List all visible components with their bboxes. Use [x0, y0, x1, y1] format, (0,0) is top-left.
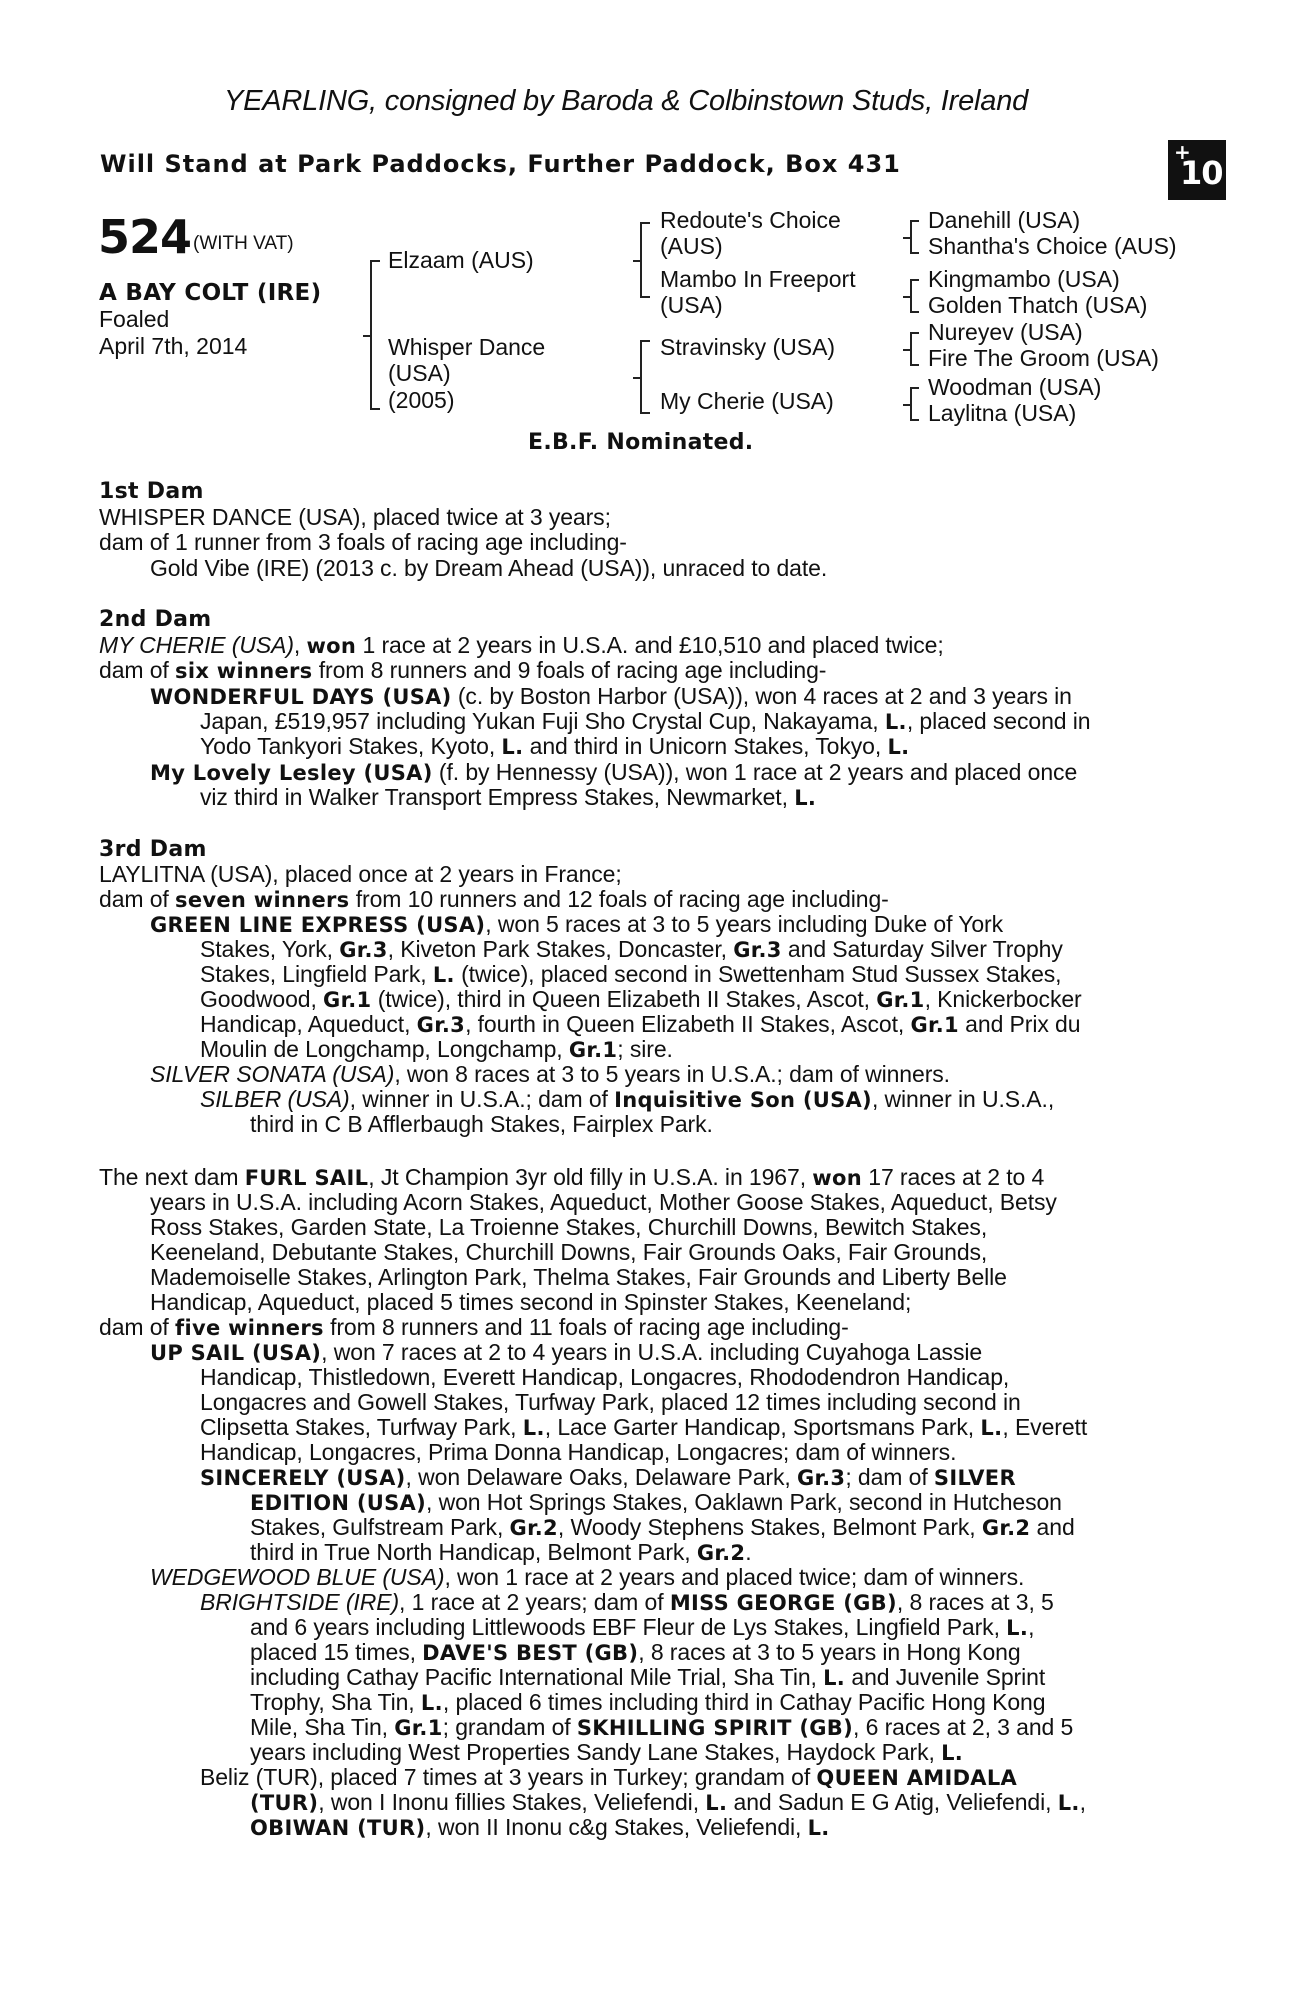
third-dam-line: Moulin de Longchamp, Longchamp, Gr.1; sire. [200, 1036, 673, 1062]
next-dam-line: Longacres and Gowell Stakes, Turfway Park, placed 12 times including second in [200, 1389, 1021, 1415]
next-dam-line: Stakes, Gulfstream Park, Gr.2, Woody Stephens Stakes, Belmont Park, Gr.2 and [250, 1514, 1075, 1540]
next-dam-line: BRIGHTSIDE (IRE), 1 race at 2 years; dam of MISS GEORGE (GB), 8 races at 3, 5 [200, 1589, 1054, 1615]
ebf-nominated: E.B.F. Nominated. [528, 430, 754, 455]
grandparent-2: Shantha's Choice (AUS) [928, 233, 1177, 259]
second-dam-line: My Lovely Lesley (USA) (f. by Hennessy (USA)), won 1 race at 2 years and placed once [150, 759, 1078, 785]
next-dam-line: WEDGEWOOD BLUE (USA), won 1 race at 2 years and placed twice; dam of winners. [150, 1564, 1025, 1590]
next-dam-line: UP SAIL (USA), won 7 races at 2 to 4 years in U.S.A. including Cuyahoga Lassie [150, 1339, 983, 1365]
next-dam-line: dam of five winners from 8 runners and 11 foals of racing age including- [99, 1314, 849, 1340]
first-dam-line: dam of 1 runner from 3 foals of racing age including- [99, 529, 627, 555]
dam-origin: (USA) [388, 360, 451, 386]
third-dam-line: SILVER SONATA (USA), won 8 races at 3 to 5 years in U.S.A.; dam of winners. [150, 1061, 950, 1087]
third-dam-line: LAYLITNA (USA), placed once at 2 years in France; [99, 861, 622, 887]
sire-sire-origin: (AUS) [660, 233, 723, 259]
third-dam-line: Stakes, Lingfield Park, L. (twice), placed second in Swettenham Stud Sussex Stakes, [200, 961, 1062, 987]
next-dam-line: Keeneland, Debutante Stakes, Churchill Downs, Fair Grounds Oaks, Fair Grounds, [150, 1239, 988, 1265]
grandparent-brace-3 [910, 332, 919, 366]
second-dam-line: MY CHERIE (USA), won 1 race at 2 years in U.S.A. and £10,510 and placed twice; [99, 632, 944, 658]
dam-year: (2005) [388, 387, 455, 413]
second-dam-line: viz third in Walker Transport Empress Stakes, Newmarket, L. [200, 784, 817, 810]
page-title: YEARLING, consigned by Baroda & Colbinstown Studs, Ireland [224, 85, 1029, 117]
grandparent-3: Kingmambo (USA) [928, 266, 1120, 292]
dam-name: Whisper Dance [388, 334, 546, 360]
sire-dam: Mambo In Freeport [660, 266, 856, 292]
third-dam-line: SILBER (USA), winner in U.S.A.; dam of Inquisitive Son (USA), winner in U.S.A., [200, 1086, 1055, 1112]
next-dam-line: Handicap, Aqueduct, placed 5 times second in Spinster Stakes, Keeneland; [150, 1289, 912, 1315]
dam-dam: My Cherie (USA) [660, 388, 834, 414]
next-dam-line: including Cathay Pacific International Mile Trial, Sha Tin, L. and Juvenile Sprint [250, 1664, 1046, 1690]
badge [1168, 140, 1226, 200]
second-dam-line: Yodo Tankyori Stakes, Kyoto, L. and third in Unicorn Stakes, Tokyo, L. [200, 733, 910, 759]
first-dam-heading: 1st Dam [99, 479, 204, 504]
third-dam-line: Handicap, Aqueduct, Gr.3, fourth in Queen Elizabeth II Stakes, Ascot, Gr.1 and Prix du [200, 1011, 1081, 1037]
badge-plus: + [1174, 140, 1191, 164]
second-dam-line: WONDERFUL DAYS (USA) (c. by Boston Harbor (USA)), won 4 races at 2 and 3 years in [150, 683, 1072, 709]
next-dam-line: and 6 years including Littlewoods EBF Fleur de Lys Stakes, Lingfield Park, L., [250, 1614, 1035, 1640]
grandparent-4: Golden Thatch (USA) [928, 292, 1148, 318]
next-dam-line: years including West Properties Sandy Lane Stakes, Haydock Park, L. [250, 1739, 964, 1765]
next-dam-line: third in True North Handicap, Belmont Park, Gr.2. [250, 1539, 752, 1565]
next-dam-line: Handicap, Thistledown, Everett Handicap, Longacres, Rhododendron Handicap, [200, 1364, 1010, 1390]
next-dam-line: Mile, Sha Tin, Gr.1; grandam of SKHILLING SPIRIT (GB), 6 races at 2, 3 and 5 [250, 1714, 1074, 1740]
sire-sire: Redoute's Choice [660, 207, 841, 233]
next-dam-line: (TUR), won I Inonu fillies Stakes, Veliefendi, L. and Sadun E G Atig, Veliefendi, L., [250, 1789, 1086, 1815]
vat-label: (WITH VAT) [193, 233, 294, 254]
next-dam-line: OBIWAN (TUR), won II Inonu c&g Stakes, Veliefendi, L. [250, 1814, 830, 1840]
grandparent-brace-4 [910, 387, 919, 421]
grandparent-1: Danehill (USA) [928, 207, 1081, 233]
third-dam-line: dam of seven winners from 10 runners and 12 foals of racing age including- [99, 886, 889, 912]
third-dam-line: Stakes, York, Gr.3, Kiveton Park Stakes, Doncaster, Gr.3 and Saturday Silver Trophy [200, 936, 1063, 962]
sire-dam-origin: (USA) [660, 292, 723, 318]
next-dam-line: SINCERELY (USA), won Delaware Oaks, Delaware Park, Gr.3; dam of SILVER [200, 1464, 1016, 1490]
grandparent-brace-1 [910, 220, 919, 254]
second-dam-line: dam of six winners from 8 runners and 9 foals of racing age including- [99, 657, 827, 683]
third-dam-heading: 3rd Dam [99, 837, 207, 862]
sire: Elzaam (AUS) [388, 247, 534, 273]
second-dam-line: Japan, £519,957 including Yukan Fuji Sho Crystal Cup, Nakayama, L., placed second in [200, 708, 1091, 734]
stand-location: Will Stand at Park Paddocks, Further Paddock, Box 431 [100, 150, 901, 178]
pedigree-brace-main [370, 260, 380, 410]
next-dam-line: Handicap, Longacres, Prima Donna Handicap, Longacres; dam of winners. [200, 1439, 957, 1465]
next-dam-line: The next dam FURL SAIL, Jt Champion 3yr old filly in U.S.A. in 1967, won 17 races at 2 to 4 [99, 1164, 1045, 1190]
first-dam-line: WHISPER DANCE (USA), placed twice at 3 years; [99, 504, 611, 530]
badge-number: 10 [1180, 154, 1223, 192]
next-dam-line: placed 15 times, DAVE'S BEST (GB), 8 races at 3 to 5 years in Hong Kong [250, 1639, 1021, 1665]
first-dam-line: Gold Vibe (IRE) (2013 c. by Dream Ahead (USA)), unraced to date. [150, 555, 828, 581]
pedigree-brace-sire [640, 222, 650, 298]
third-dam-line: third in C B Afflerbaugh Stakes, Fairplex Park. [250, 1111, 713, 1137]
next-dam-line: EDITION (USA), won Hot Springs Stakes, Oaklawn Park, second in Hutcheson [250, 1489, 1062, 1515]
foaled-date: April 7th, 2014 [99, 333, 248, 359]
grandparent-7: Woodman (USA) [928, 374, 1102, 400]
grandparent-brace-2 [910, 279, 919, 313]
third-dam-line: Goodwood, Gr.1 (twice), third in Queen Elizabeth II Stakes, Ascot, Gr.1, Knickerbocker [200, 986, 1082, 1012]
dam-sire: Stravinsky (USA) [660, 334, 836, 360]
grandparent-6: Fire The Groom (USA) [928, 345, 1159, 371]
horse-name: A BAY COLT (IRE) [99, 280, 322, 306]
grandparent-5: Nureyev (USA) [928, 319, 1083, 345]
next-dam-line: Clipsetta Stakes, Turfway Park, L., Lace Garter Handicap, Sportsmans Park, L., Everett [200, 1414, 1088, 1440]
next-dam-line: Mademoiselle Stakes, Arlington Park, Thelma Stakes, Fair Grounds and Liberty Belle [150, 1264, 1007, 1290]
pedigree-brace-dam [640, 340, 650, 414]
next-dam-line: Trophy, Sha Tin, L., placed 6 times including third in Cathay Pacific Hong Kong [250, 1689, 1046, 1715]
next-dam-line: years in U.S.A. including Acorn Stakes, Aqueduct, Mother Goose Stakes, Aqueduct, Betsy [150, 1189, 1057, 1215]
foaled-label: Foaled [99, 306, 170, 332]
second-dam-heading: 2nd Dam [99, 607, 212, 632]
grandparent-8: Laylitna (USA) [928, 400, 1077, 426]
third-dam-line: GREEN LINE EXPRESS (USA), won 5 races at 3 to 5 years including Duke of York [150, 911, 1004, 937]
next-dam-line: Ross Stakes, Garden State, La Troienne Stakes, Churchill Downs, Bewitch Stakes, [150, 1214, 988, 1240]
next-dam-line: Beliz (TUR), placed 7 times at 3 years in Turkey; grandam of QUEEN AMIDALA [200, 1764, 1018, 1790]
lot-number: 524 [98, 210, 192, 264]
